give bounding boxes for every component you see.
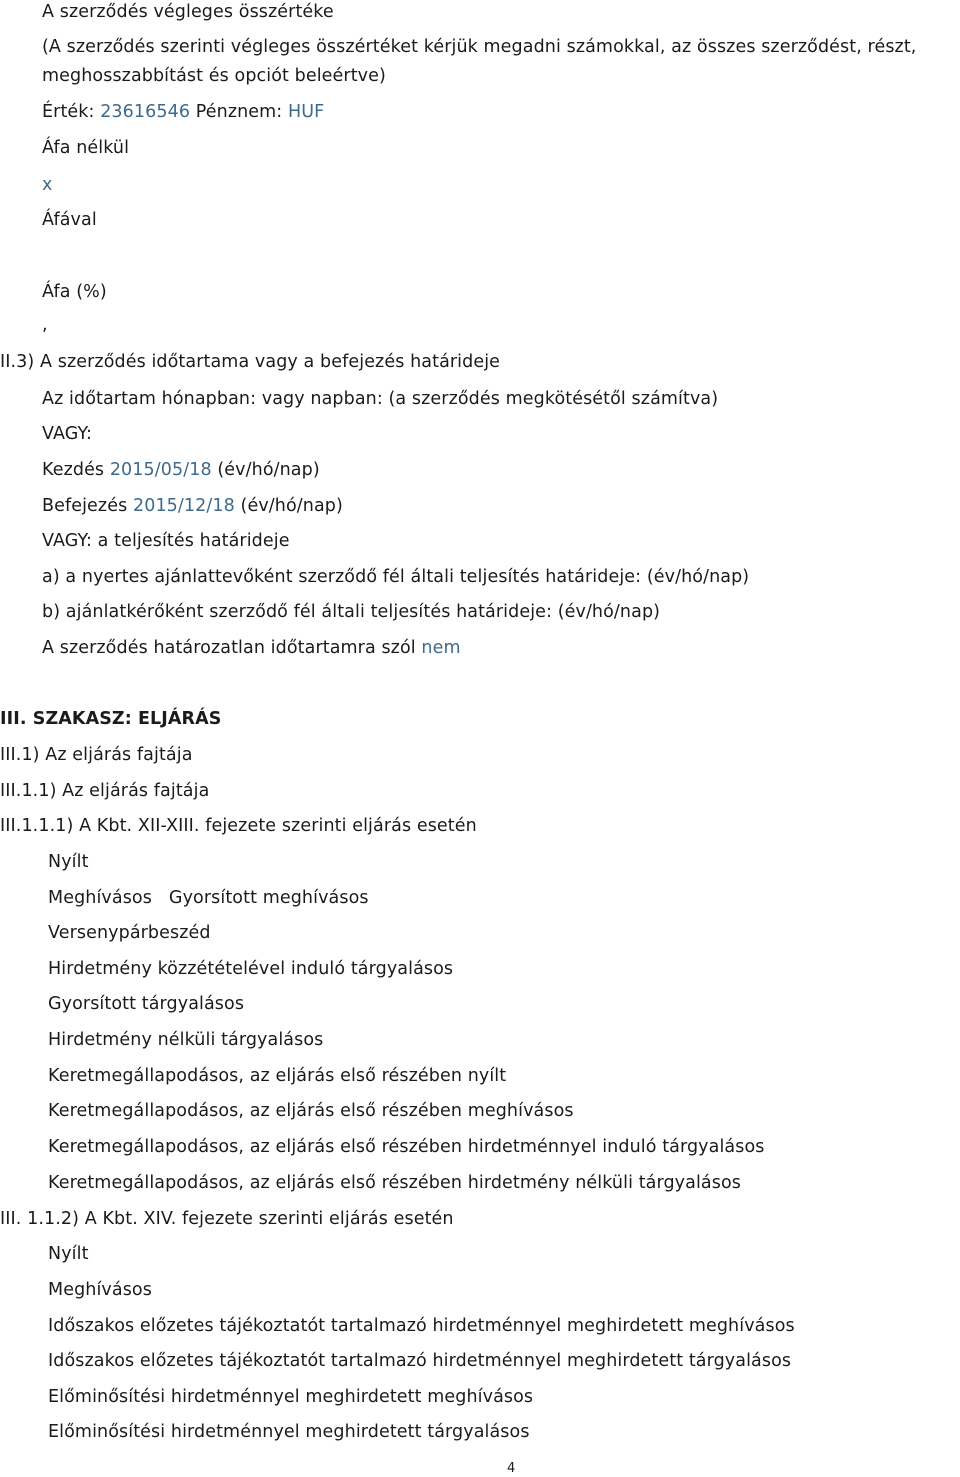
procedure-list1-item: Keretmegállapodásos, az eljárás első részében meghívásos [48, 1101, 574, 1121]
indefinite-line [42, 636, 461, 660]
vat-excluded-label: Áfa nélkül [42, 138, 130, 158]
section3-sub1: III.1) Az eljárás fajtája [0, 745, 193, 765]
procedure-list1-item: Keretmegállapodásos, az eljárás első részében nyílt [48, 1066, 507, 1086]
procedure-list2-item: Nyílt [48, 1244, 89, 1264]
procedure-list2-item: Időszakos előzetes tájékoztatót tartalmazó hirdetménnyel meghirdetett tárgyalásos [48, 1351, 792, 1371]
contract-value-heading: A szerződés végleges összértéke [42, 2, 334, 22]
start-unit: (év/hó/nap) [217, 460, 320, 480]
section3-heading: III. SZAKASZ: ELJÁRÁS [0, 709, 222, 729]
section3-sub112: III. 1.1.2) A Kbt. XIV. fejezete szerinti eljárás esetén [0, 1209, 454, 1229]
value-label: Érték: [42, 102, 95, 122]
procedure-list2-item: Előminősítési hirdetménnyel meghirdetett meghívásos [48, 1387, 534, 1407]
end-label: Befejezés [42, 496, 128, 516]
procedure-list1-item: Meghívásos Gyorsított meghívásos [48, 888, 369, 908]
deadline-a: a) a nyertes ajánlattevőként szerződő fél általi teljesítés határideje: (év/hó/nap) [42, 567, 750, 587]
duration-or-2: VAGY: a teljesítés határideje [42, 531, 290, 551]
duration-months-days: Az időtartam hónapban: vagy napban: (a szerződés megkötésétől számítva) [42, 389, 719, 409]
currency-label: Pénznem: [195, 102, 283, 122]
end-date-line [42, 494, 343, 518]
contract-value-note-line2: meghosszabbítást és opciót beleértve) [42, 66, 386, 86]
start-date-line [42, 458, 320, 482]
end-unit: (év/hó/nap) [240, 496, 343, 516]
procedure-list2-item: Időszakos előzetes tájékoztatót tartalmazó hirdetménnyel meghirdetett meghívásos [48, 1316, 795, 1336]
section3-sub111: III.1.1.1) A Kbt. XII-XIII. fejezete szerinti eljárás esetén [0, 816, 477, 836]
procedure-list1-item: Nyílt [48, 852, 89, 872]
duration-heading: II.3) A szerződés időtartama vagy a befejezés határideje [0, 352, 501, 372]
vat-rate-value: , [42, 315, 48, 335]
procedure-list2-item: Előminősítési hirdetménnyel meghirdetett tárgyalásos [48, 1422, 530, 1442]
procedure-list1-item: Versenypárbeszéd [48, 923, 211, 943]
start-date: 2015/05/18 [109, 460, 212, 480]
section3-sub11: III.1.1) Az eljárás fajtája [0, 781, 210, 801]
indefinite-value: nem [421, 638, 461, 658]
procedure-list2-item: Meghívásos [48, 1280, 152, 1300]
contract-value-note-line1: (A szerződés szerinti végleges összértéket kérjük megadni számokkal, az összes szerződést, részt, [42, 37, 917, 57]
procedure-list1-item: Hirdetmény közzétételével induló tárgyalásos [48, 959, 454, 979]
procedure-list1-item: Keretmegállapodásos, az eljárás első részében hirdetménnyel induló tárgyalásos [48, 1137, 765, 1157]
vat-rate-label: Áfa (%) [42, 282, 107, 302]
procedure-list1-item: Hirdetmény nélküli tárgyalásos [48, 1030, 324, 1050]
procedure-list1-item: Keretmegállapodásos, az eljárás első részében hirdetmény nélküli tárgyalásos [48, 1173, 741, 1193]
end-date: 2015/12/18 [132, 496, 235, 516]
vat-included-label: Áfával [42, 210, 97, 230]
procedure-list1-item: Gyorsított tárgyalásos [48, 994, 245, 1014]
duration-or-1: VAGY: [42, 424, 92, 444]
page-number: 4 [507, 1461, 516, 1476]
value-amount: 23616546 [100, 102, 191, 122]
indefinite-label: A szerződés határozatlan időtartamra szól [42, 638, 416, 658]
currency-value: HUF [287, 102, 325, 122]
value-line [42, 100, 324, 124]
deadline-b: b) ajánlatkérőként szerződő fél általi teljesítés határideje: (év/hó/nap) [42, 602, 661, 622]
vat-excluded-mark: x [42, 175, 53, 195]
start-label: Kezdés [42, 460, 105, 480]
